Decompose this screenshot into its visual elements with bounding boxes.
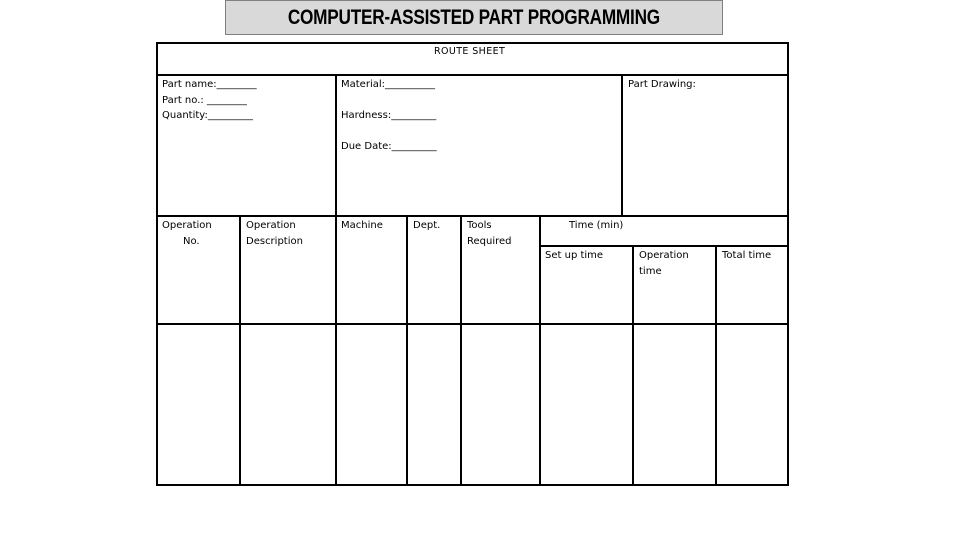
header-dept: Dept. — [413, 220, 441, 231]
quantity-field: Quantity:_________ — [162, 110, 253, 121]
header-operation-description-line2: Description — [246, 236, 303, 247]
part-no-field: Part no.: ________ — [162, 95, 247, 106]
hardness-field: Hardness:_________ — [341, 110, 437, 121]
page-title: COMPUTER-ASSISTED PART PROGRAMMING — [287, 5, 661, 29]
header-operation-no-line1: Operation — [162, 220, 212, 231]
header-time: Time (min) — [569, 220, 624, 231]
header-operation-description-line1: Operation — [246, 220, 296, 231]
due-date-field: Due Date:_________ — [341, 141, 437, 152]
header-operation-time-line2: time — [639, 266, 662, 277]
header-total-time: Total time — [722, 250, 772, 261]
header-operation-time-line1: Operation — [639, 250, 689, 261]
route-sheet-heading: ROUTE SHEET — [434, 46, 506, 57]
header-tools-required-line2: Required — [467, 236, 512, 247]
header-operation-no-line2: No. — [183, 236, 200, 247]
header-setup-time: Set up time — [545, 250, 604, 261]
header-tools-required-line1: Tools — [467, 220, 492, 231]
header-machine: Machine — [341, 220, 383, 231]
part-name-field: Part name:________ — [162, 79, 257, 90]
part-drawing-label: Part Drawing: — [628, 79, 696, 90]
material-field: Material:__________ — [341, 79, 435, 90]
